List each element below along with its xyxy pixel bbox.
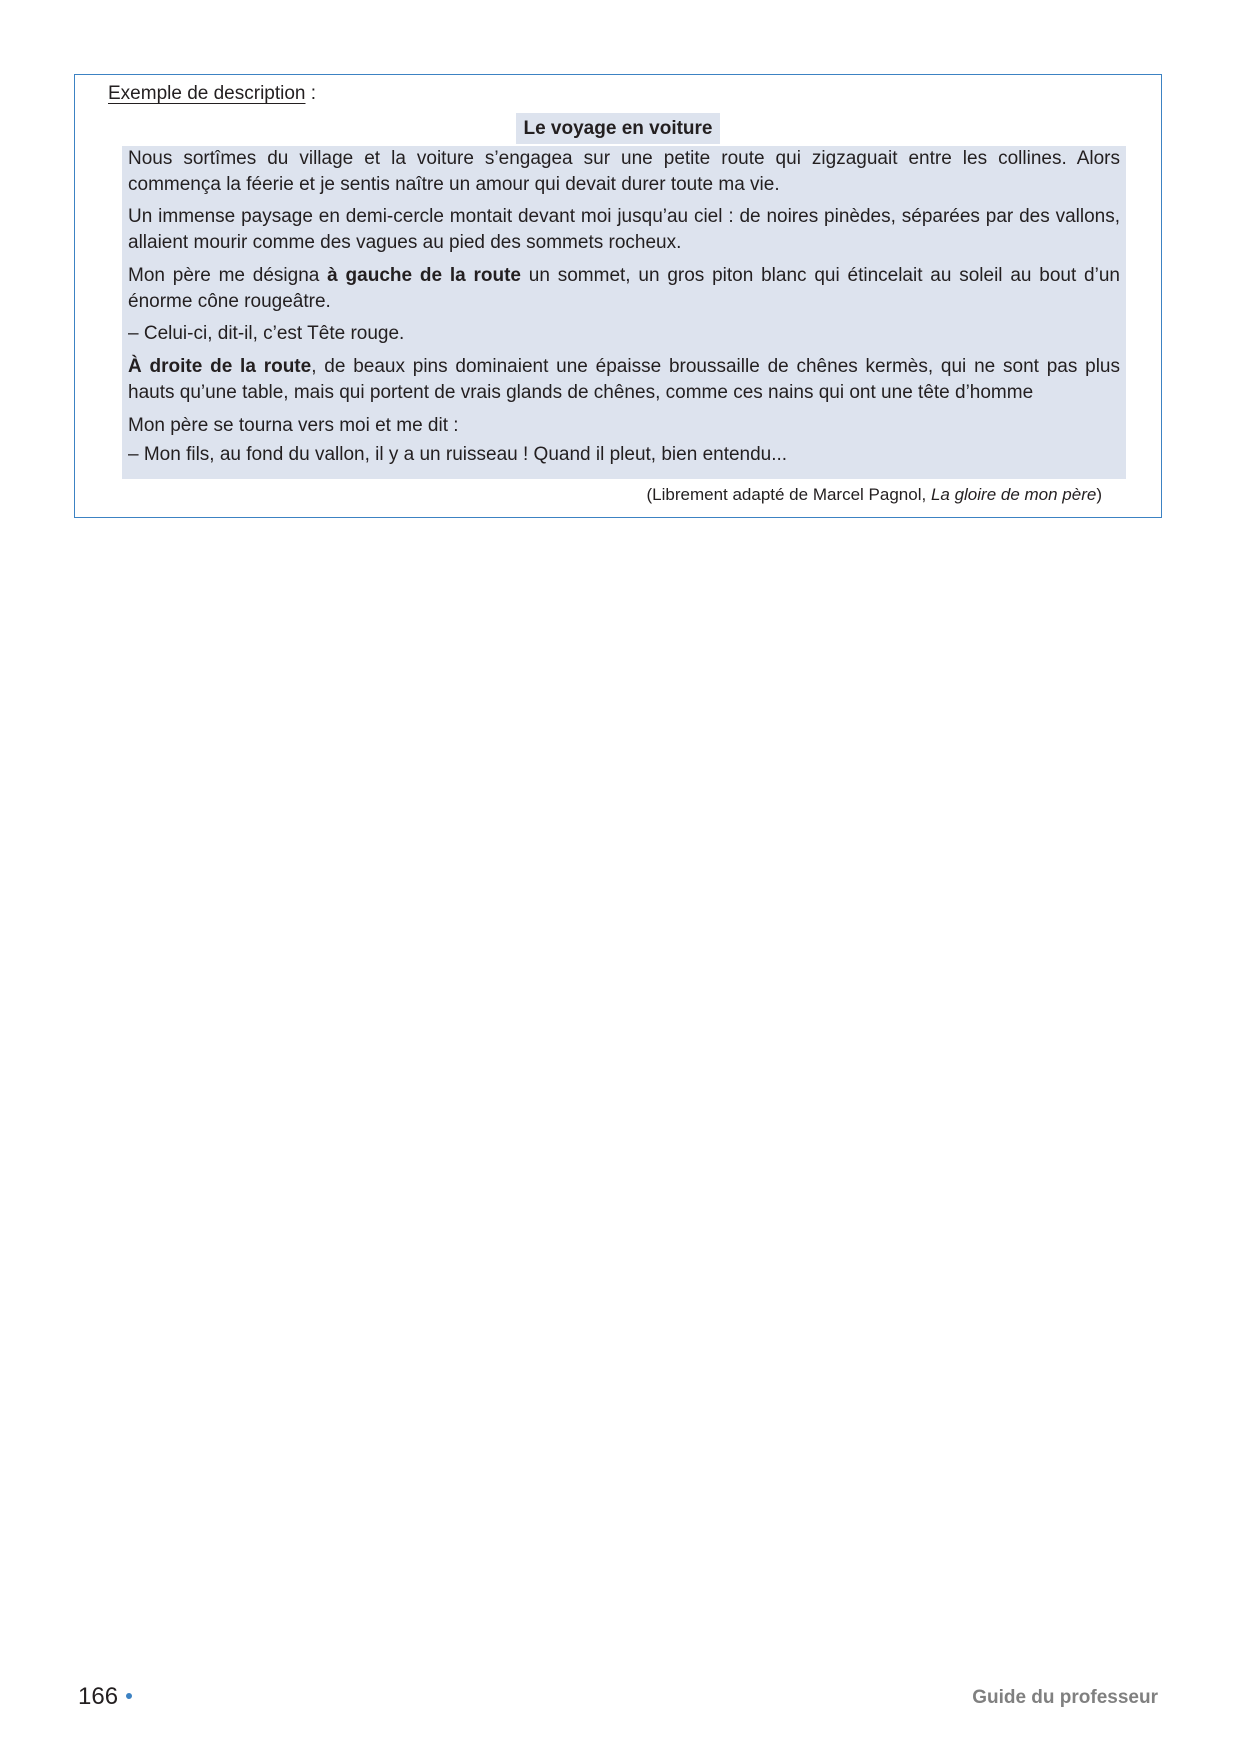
paragraph-text: , de beaux pins dominaient une épaisse broussaille de chênes kermès, qui ne sont pas plus hauts qu’une table, mais qui portent de vrais glands de chênes, comme ces nains qui ont une tête d’homme [128,356,1120,403]
page-number-text: 166 [78,1683,119,1710]
bullet-dot-icon [126,1693,132,1699]
paragraph-text: Mon père me désigna [128,265,328,286]
emphasized-phrase: à gauche de la route [327,265,521,286]
excerpt-paragraph [128,263,1120,315]
intro-suffix: : [305,83,317,104]
credit-work-title: La gloire de mon père [930,485,1097,504]
paragraph-text: – Celui-ci, dit-il, c’est Tête rouge. [128,323,405,344]
excerpt-paragraph [128,204,1120,256]
excerpt-paragraph [128,413,1120,439]
credit-suffix: ) [1096,485,1102,504]
page-number [78,1682,132,1712]
footer-book-title: Guide du professeur [972,1687,1158,1708]
paragraph-text: un sommet, un gros piton blanc qui étincelait au soleil au bout d’un énorme cône rougeâtre. [128,265,1120,312]
credit-prefix: (Librement adapté de Marcel Pagnol, [646,485,931,504]
paragraph-text: Un immense paysage en demi-cercle montait devant moi jusqu’au ciel : de noires pinèdes, séparées par des vallons, allaient mourir comme des vagues au pied des sommets rocheux. [128,206,1120,253]
excerpt-paragraph [128,146,1120,198]
excerpt-paragraph [128,354,1120,406]
paragraph-text: Nous sortîmes du village et la voiture s’engagea sur une petite route qui zigzaguait entre les collines. Alors commença la féerie et je sentis naître un amour qui devait durer toute ma vie. [128,148,1120,195]
paragraph-text: Mon père se tourna vers moi et me dit : [128,415,459,436]
excerpt-paragraph [128,442,1120,468]
paragraph-text: – Mon fils, au fond du vallon, il y a un ruisseau ! Quand il pleut, bien entendu... [128,444,788,465]
emphasized-phrase: À droite de la route [128,356,312,377]
source-credit [646,484,1102,506]
excerpt-title: Le voyage en voiture [516,113,720,144]
intro-label: Exemple de description [108,83,306,104]
intro-line [108,82,316,106]
excerpt-body [122,146,1126,479]
excerpt-paragraph [128,321,1120,347]
